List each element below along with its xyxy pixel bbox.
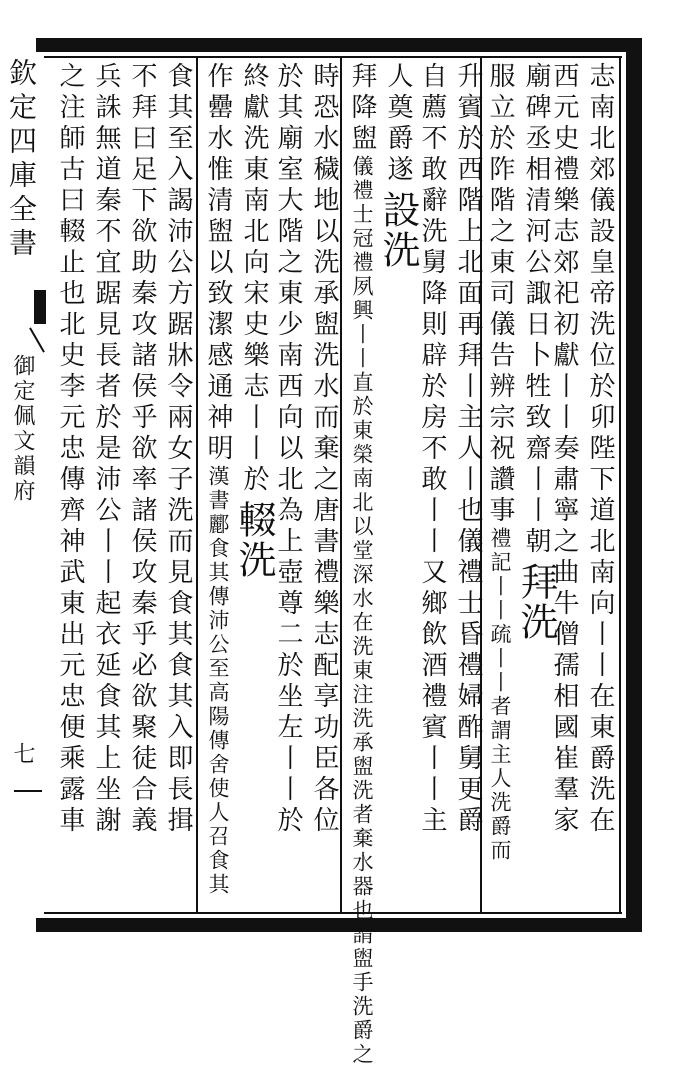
headword: 拜洗 <box>514 562 558 642</box>
collection-title: 欽定四庫全書 <box>5 58 38 262</box>
frame-inner-bottom-rule <box>44 912 622 914</box>
frame-right-border <box>626 38 642 932</box>
text-column-with-headword <box>232 62 276 912</box>
text-column-with-headword <box>376 62 420 912</box>
frame-inner-top-rule <box>44 56 622 58</box>
text-column: 志南北郊儀設皇帝洗位於卯陛下道北南向丨丨在東爵洗在 <box>585 62 615 837</box>
text-column: 自薦不敢辭洗舅降則辟於房不敢丨丨又鄉飲酒禮賓丨丨主 <box>417 62 447 837</box>
headword: 輟洗 <box>232 500 276 580</box>
text-column: 時恐水穢地以洗承盥洗水而棄之唐書禮樂志配享功臣各位 <box>309 62 339 837</box>
column-rule <box>196 58 198 914</box>
headword-note: 禮記丨丨疏丨丨者謂主人洗爵而 <box>488 527 512 863</box>
text-column: 於其廟室大階之東少南西向以北為上壺尊二於坐左丨丨於 <box>273 62 303 837</box>
text-column-with-headword <box>514 62 558 912</box>
frame-inner-right-rule <box>619 56 621 914</box>
text-column: 兵誅無道秦不宜踞見長者於是沛公丨丨起衣延食其上坐謝 <box>91 62 121 837</box>
text-column: 西元史禮樂志郊祀初獻丨丨奏肅寧之曲牛僧孺相國崔羣家 <box>549 62 579 837</box>
headword: 設洗 <box>376 190 420 270</box>
page-number: 七 <box>10 742 35 764</box>
column-text: 人奠爵遂 <box>383 62 413 186</box>
frame-top-border <box>36 38 642 52</box>
text-column <box>482 62 518 912</box>
text-column: 之注師古曰輟止也北史李元忠傳齊神武東出元忠便乘露車 <box>55 62 85 837</box>
headword-note: 儀禮士冠禮夙興丨丨直於東榮南北以堂深水在洗東注洗承盥洗者棄水器也謂盥手洗爵之 <box>350 155 374 1067</box>
column-text: 作罍水惟清盥以致潔感通神明 <box>203 62 233 465</box>
headword-note: 漢書酈食其傳沛公至高陽傳舍使人召食其 <box>206 465 230 897</box>
text-column <box>200 62 236 912</box>
frame-bottom-border <box>36 918 642 932</box>
fishtail-slash <box>29 327 45 352</box>
book-title: 御定佩文韻府 <box>10 354 35 504</box>
fishtail-mark <box>34 290 46 324</box>
page-number-rule <box>14 790 42 792</box>
text-column: 食其至入謁沛公方踞牀令兩女子洗而見食其食其入即長揖 <box>163 62 193 837</box>
column-text: 服立於阼階之東司儀告辨宗祝讚事 <box>485 62 515 527</box>
text-column: 升賓於西階上北面再拜丨主人丨也儀禮士昏禮婦酢舅更爵 <box>453 62 483 837</box>
text-column: 不拜曰足下欲助秦攻諸侯乎欲率諸侯攻秦乎必欲聚徒合義 <box>127 62 157 837</box>
column-text: 終獻洗東南北向宋史樂志丨丨於 <box>239 62 269 496</box>
text-column <box>344 62 380 1067</box>
column-text: 拜降盥 <box>347 62 377 155</box>
column-text: 廟碑丞相清河公諏日卜牲致齋丨丨朝 <box>521 62 551 558</box>
margin-strip <box>0 0 46 972</box>
